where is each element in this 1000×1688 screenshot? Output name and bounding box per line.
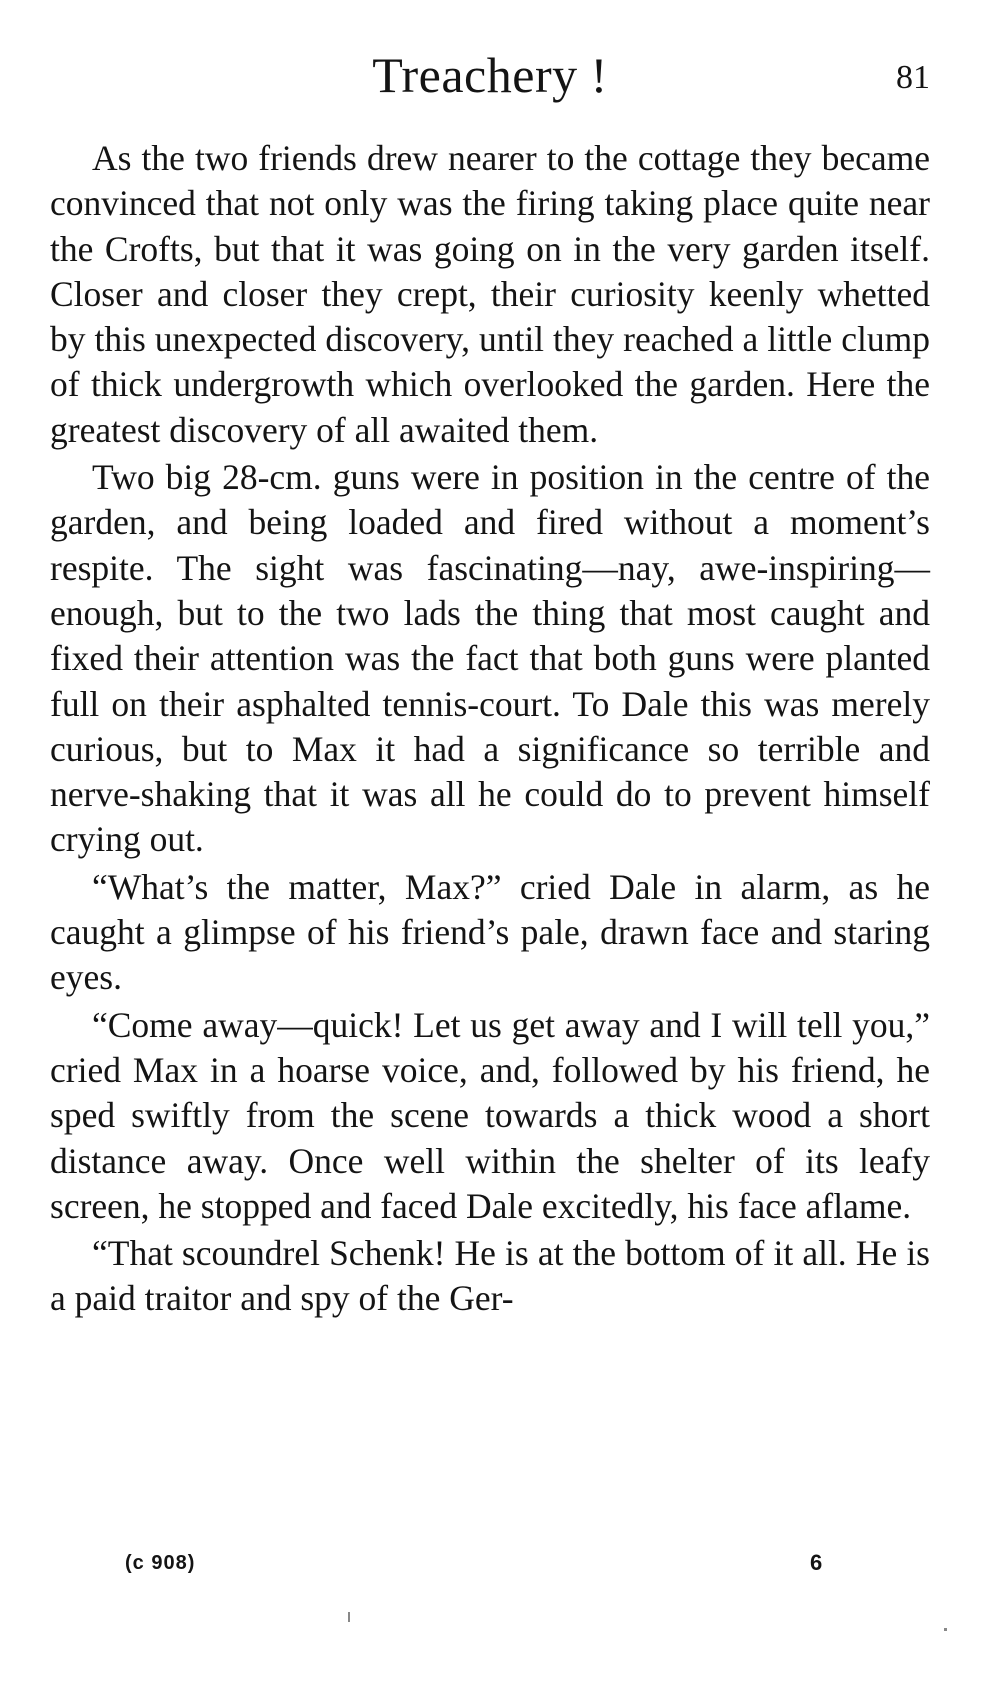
running-title: Treachery !	[372, 47, 608, 103]
paragraph-2: Two big 28-cm. guns were in position in the centre of the garden, and being loaded and fired without a moment’s respite. The sight was fascinating—nay, awe-inspiring—enough, but to the two lads the thing that most caught and fixed their attention was the fact that both guns were planted full on their asphalted tennis-court. To Dale this was merely curious, but to Max it had a significance so terrible and nerve-shaking that it was all he could do to prevent himself crying out.	[50, 457, 930, 860]
gathering-signature-number: 6	[810, 1550, 823, 1575]
paragraph-3: “What’s the matter, Max?” cried Dale in alarm, as he caught a glimpse of his friend’s pale, drawn face and staring eyes.	[50, 866, 930, 998]
paragraph-5: “That scoundrel Schenk! He is at the bottom of it all. He is a paid traitor and spy of the Ger-	[50, 1233, 930, 1319]
page-header	[50, 40, 930, 110]
body-text	[50, 136, 930, 1324]
page-footer	[50, 1543, 930, 1583]
paragraph-1: As the two friends drew nearer to the cottage they became convinced that not only was the firing taking place quite near the Crofts, but that it was going on in the very garden itself. Closer and closer they crept, their curiosity keenly whetted by this unexpected discovery, until they reached a little clump of thick undergrowth which overlooked the garden. Here the greatest discovery of all awaited them.	[50, 138, 930, 450]
printer-signature-mark: (c 908)	[125, 1552, 196, 1574]
page-number: 81	[896, 59, 930, 96]
scan-speck	[348, 1612, 350, 1622]
paragraph-4: “Come away—quick! Let us get away and I will tell you,” cried Max in a hoarse voice, and, followed by his friend, he sped swiftly from the scene towards a thick wood a short distance away. Once well within the shelter of its leafy screen, he stopped and faced Dale excitedly, his face aflame.	[50, 1004, 930, 1226]
scan-speck	[944, 1628, 947, 1631]
